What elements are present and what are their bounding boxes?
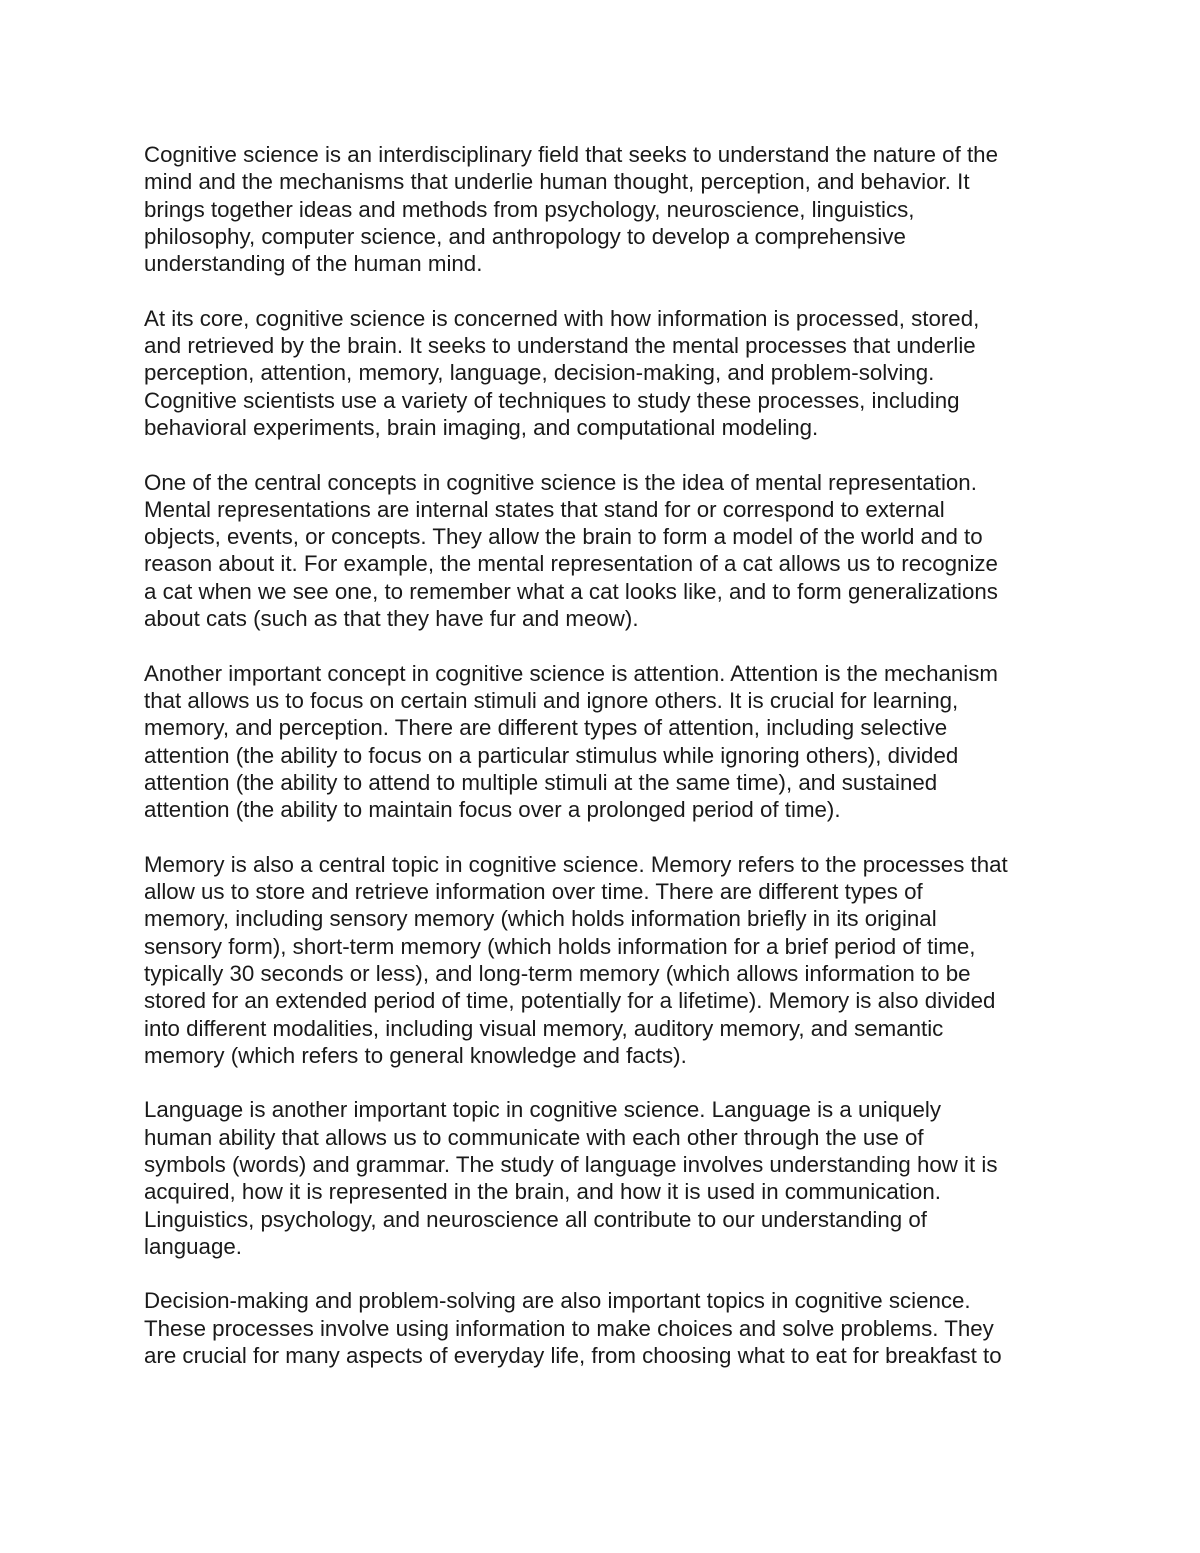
text-line: memory (which refers to general knowledge and facts).: [144, 1042, 687, 1068]
paragraph: [144, 660, 1074, 824]
text-line: that allows us to focus on certain stimuli and ignore others. It is crucial for learning,: [144, 687, 959, 713]
text-line: into different modalities, including visual memory, auditory memory, and semantic: [144, 1015, 944, 1041]
text-line: reason about it. For example, the mental representation of a cat allows us to recognize: [144, 551, 998, 577]
text-line: human ability that allows us to communicate with each other through the use of: [144, 1124, 924, 1150]
text-line: acquired, how it is represented in the brain, and how it is used in communication.: [144, 1179, 941, 1205]
text-line: One of the central concepts in cognitive science is the idea of mental representation.: [144, 469, 977, 495]
text-line: objects, events, or concepts. They allow the brain to form a model of the world and to: [144, 524, 983, 550]
text-line: memory, including sensory memory (which holds information briefly in its original: [144, 906, 937, 932]
text-line: are crucial for many aspects of everyday life, from choosing what to eat for breakfast to: [144, 1343, 1002, 1369]
text-line: Language is another important topic in cognitive science. Language is a uniquely: [144, 1097, 942, 1123]
text-line: Memory is also a central topic in cognitive science. Memory refers to the processes that: [144, 851, 1008, 877]
text-line: attention (the ability to focus on a particular stimulus while ignoring others), divided: [144, 742, 959, 768]
text-line: Decision-making and problem-solving are also important topics in cognitive science.: [144, 1288, 971, 1314]
text-line: Cognitive scientists use a variety of techniques to study these processes, including: [144, 387, 960, 413]
text-line: stored for an extended period of time, potentially for a lifetime). Memory is also divided: [144, 988, 996, 1014]
text-line: attention (the ability to maintain focus over a prolonged period of time).: [144, 797, 841, 823]
text-line: language.: [144, 1233, 242, 1259]
text-line: Linguistics, psychology, and neuroscience all contribute to our understanding of: [144, 1206, 927, 1232]
paragraph: [144, 1287, 1074, 1369]
text-line: Mental representations are internal states that stand for or correspond to external: [144, 496, 945, 522]
text-line: typically 30 seconds or less), and long-term memory (which allows information to be: [144, 960, 971, 986]
paragraph: [144, 141, 1074, 277]
paragraph: [144, 1096, 1074, 1260]
text-line: These processes involve using information to make choices and solve problems. They: [144, 1315, 994, 1341]
paragraph: [144, 469, 1074, 633]
paragraph: [144, 851, 1074, 1069]
text-line: behavioral experiments, brain imaging, and computational modeling.: [144, 414, 819, 440]
document-body: [144, 141, 1074, 1397]
text-line: attention (the ability to attend to multiple stimuli at the same time), and sustained: [144, 769, 938, 795]
text-line: about cats (such as that they have fur and meow).: [144, 606, 639, 632]
text-line: mind and the mechanisms that underlie human thought, perception, and behavior. It: [144, 169, 970, 195]
paragraph: [144, 305, 1074, 441]
text-line: perception, attention, memory, language, decision-making, and problem-solving.: [144, 360, 935, 386]
text-line: sensory form), short-term memory (which holds information for a brief period of time,: [144, 933, 976, 959]
text-line: and retrieved by the brain. It seeks to understand the mental processes that underlie: [144, 333, 976, 359]
text-line: symbols (words) and grammar. The study of language involves understanding how it is: [144, 1151, 998, 1177]
text-line: understanding of the human mind.: [144, 251, 483, 277]
text-line: philosophy, computer science, and anthropology to develop a comprehensive: [144, 223, 906, 249]
text-line: Another important concept in cognitive science is attention. Attention is the mechanism: [144, 660, 998, 686]
text-line: allow us to store and retrieve information over time. There are different types of: [144, 879, 923, 905]
text-line: brings together ideas and methods from psychology, neuroscience, linguistics,: [144, 196, 915, 222]
text-line: At its core, cognitive science is concerned with how information is processed, stored,: [144, 305, 980, 331]
text-line: a cat when we see one, to remember what a cat looks like, and to form generalizations: [144, 578, 998, 604]
text-line: Cognitive science is an interdisciplinary field that seeks to understand the nature of the: [144, 142, 998, 167]
text-line: memory, and perception. There are different types of attention, including selective: [144, 715, 948, 741]
